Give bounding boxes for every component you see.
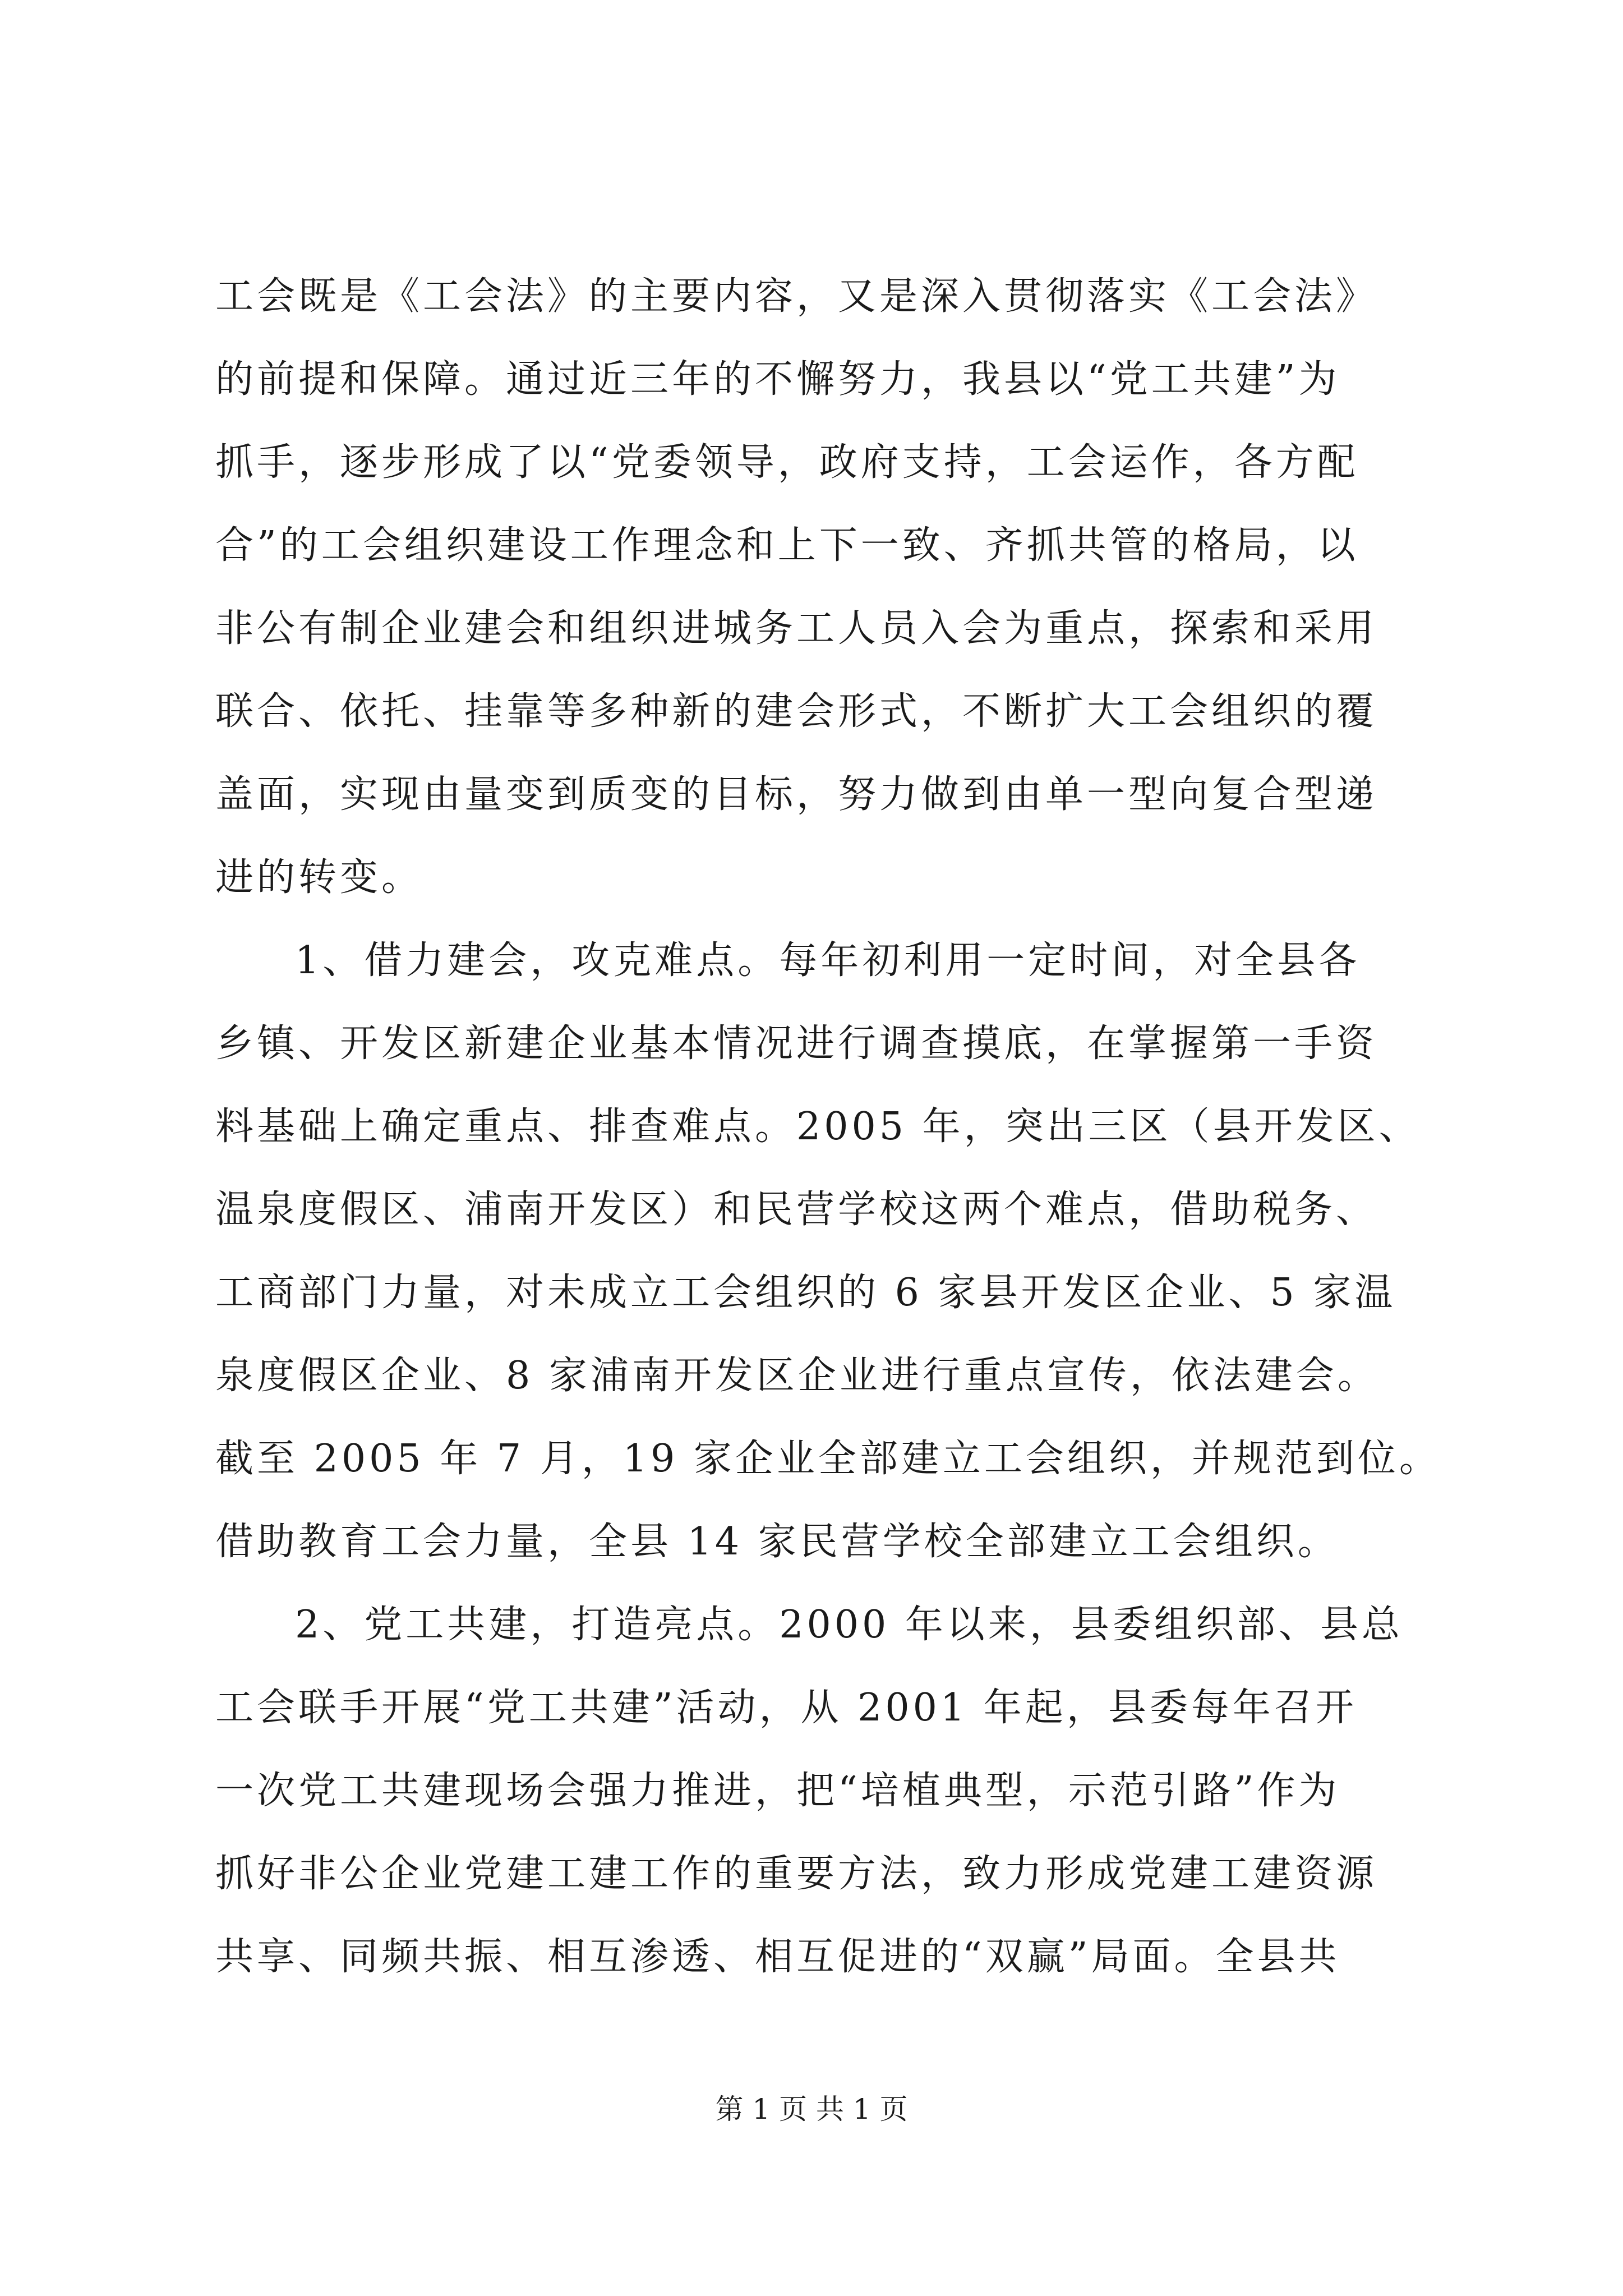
text-line: 乡镇、开发区新建企业基本情况进行调查摸底，在掌握第一手资 [215, 1022, 1378, 1066]
text-line: 抓好非公企业党建工建工作的重要方法，致力形成党建工建资源 [215, 1852, 1378, 1896]
text-line: 1、借力建会，攻克难点。每年初利用一定时间，对全县各 [295, 938, 1361, 983]
text-line: 截至 2005 年 7 月，19 家企业全部建立工会组织，并规范到位。 [215, 1437, 1441, 1481]
text-line: 借助教育工会力量，全县 14 家民营学校全部建立工会组织。 [215, 1520, 1339, 1564]
text-line: 工商部门力量，对未成立工会组织的 6 家县开发区企业、5 家温 [215, 1271, 1396, 1315]
document-body [215, 255, 1441, 1999]
text-line: 工会既是《工会法》的主要内容，又是深入贯彻落实《工会法》 [215, 274, 1378, 319]
text-line: 泉度假区企业、8 家浦南开发区企业进行重点宣传，依法建会。 [215, 1354, 1379, 1398]
text-line: 共享、同频共振、相互渗透、相互促进的“双赢”局面。全县共 [215, 1935, 1340, 1979]
text-line: 的前提和保障。通过近三年的不懈努力，我县以“党工共建”为 [215, 357, 1340, 402]
text-line: 温泉度假区、浦南开发区）和民营学校这两个难点，借助税务、 [215, 1188, 1378, 1232]
page-footer: 第 1 页 共 1 页 [715, 2093, 908, 2125]
text-line: 合”的工会组织建设工作理念和上下一致、齐抓共管的格局，以 [215, 523, 1359, 568]
text-line: 一次党工共建现场会强力推进，把“培植典型，示范引路”作为 [215, 1769, 1340, 1813]
text-line: 进的转变。 [215, 855, 423, 900]
text-line: 料基础上确定重点、排查难点。2005 年，突出三区（县开发区、 [215, 1105, 1421, 1149]
text-line: 工会联手开展“党工共建”活动，从 2001 年起，县委每年召开 [215, 1686, 1357, 1730]
text-line: 联合、依托、挂靠等多种新的建会形式，不断扩大工会组织的覆 [215, 689, 1378, 734]
text-line: 抓手，逐步形成了以“党委领导，政府支持，工会运作，各方配 [215, 440, 1359, 485]
text-line: 非公有制企业建会和组织进城务工人员入会为重点，探索和采用 [215, 606, 1378, 651]
text-line: 2、党工共建，打造亮点。2000 年以来，县委组织部、县总 [295, 1603, 1403, 1647]
text-line: 盖面，实现由量变到质变的目标，努力做到由单一型向复合型递 [215, 772, 1378, 817]
